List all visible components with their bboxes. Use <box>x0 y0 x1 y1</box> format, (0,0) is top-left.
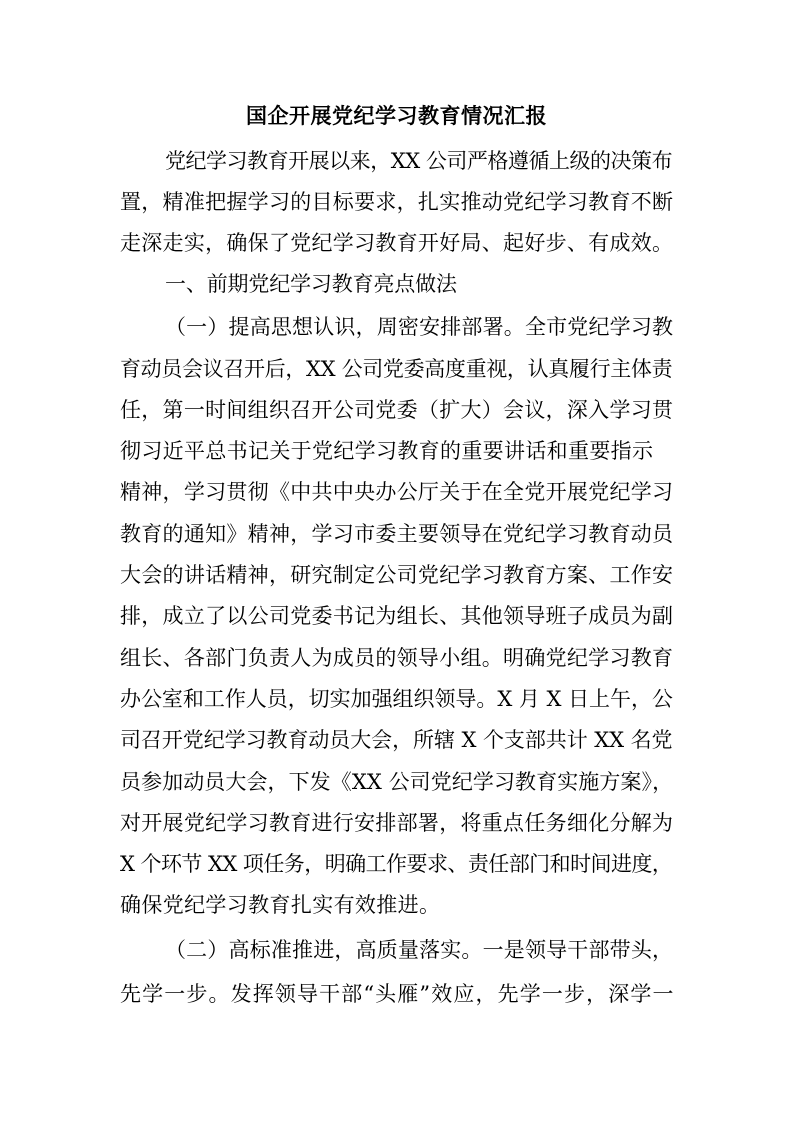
paragraph-line: 精神，学习贯彻《中共中央办公厅关于在全党开展党纪学习 <box>120 480 674 504</box>
paragraph-line: 司召开党纪学习教育动员大会，所辖 X 个支部共计 XX 名党 <box>120 728 673 752</box>
section-heading: 一、前期党纪学习教育亮点做法 <box>165 272 457 296</box>
paragraph-line: X 个环节 XX 项任务，明确工作要求、责任部门和时间进度， <box>120 852 673 876</box>
paragraph-line: 教育的通知》精神，学习市委主要领导在党纪学习教育动员 <box>120 522 674 546</box>
paragraph-line: 置，精准把握学习的目标要求，扎实推动党纪学习教育不断 <box>120 190 674 214</box>
paragraph-line: 办公室和工作人员，切实加强组织领导。X 月 X 日上午，公 <box>120 687 673 711</box>
paragraph-line: 育动员会议召开后，XX 公司党委高度重视，认真履行主体责 <box>120 357 673 381</box>
paragraph-line: 对开展党纪学习教育进行安排部署，将重点任务细化分解为 <box>120 811 674 835</box>
paragraph-line: （二）高标准推进，高质量落实。一是领导干部带头， <box>165 938 674 962</box>
paragraph-line: 确保党纪学习教育扎实有效推进。 <box>120 893 441 917</box>
paragraph-line: 任，第一时间组织召开公司党委（扩大）会议，深入学习贯 <box>120 398 674 422</box>
paragraph-line: 员参加动员大会，下发《XX 公司党纪学习教育实施方案》， <box>120 770 674 794</box>
paragraph-line: 组长、各部门负责人为成员的领导小组。明确党纪学习教育 <box>120 646 674 670</box>
paragraph-line: 彻习近平总书记关于党纪学习教育的重要讲话和重要指示 <box>120 439 654 463</box>
paragraph-line: 党纪学习教育开展以来，XX 公司严格遵循上级的决策布 <box>165 149 673 173</box>
document-title: 国企开展党纪学习教育情况汇报 <box>246 104 547 128</box>
paragraph-line: 走深走实，确保了党纪学习教育开好局、起好步、有成效。 <box>120 231 674 255</box>
paragraph-line: 大会的讲话精神，研究制定公司党纪学习教育方案、工作安 <box>120 563 674 587</box>
paragraph-line: （一）提高思想认识，周密安排部署。全市党纪学习教 <box>165 315 674 339</box>
paragraph-line: 先学一步。发挥领导干部“头雁”效应，先学一步，深学一 <box>120 982 675 1006</box>
paragraph-line: 排，成立了以公司党委书记为组长、其他领导班子成员为副 <box>120 604 674 628</box>
